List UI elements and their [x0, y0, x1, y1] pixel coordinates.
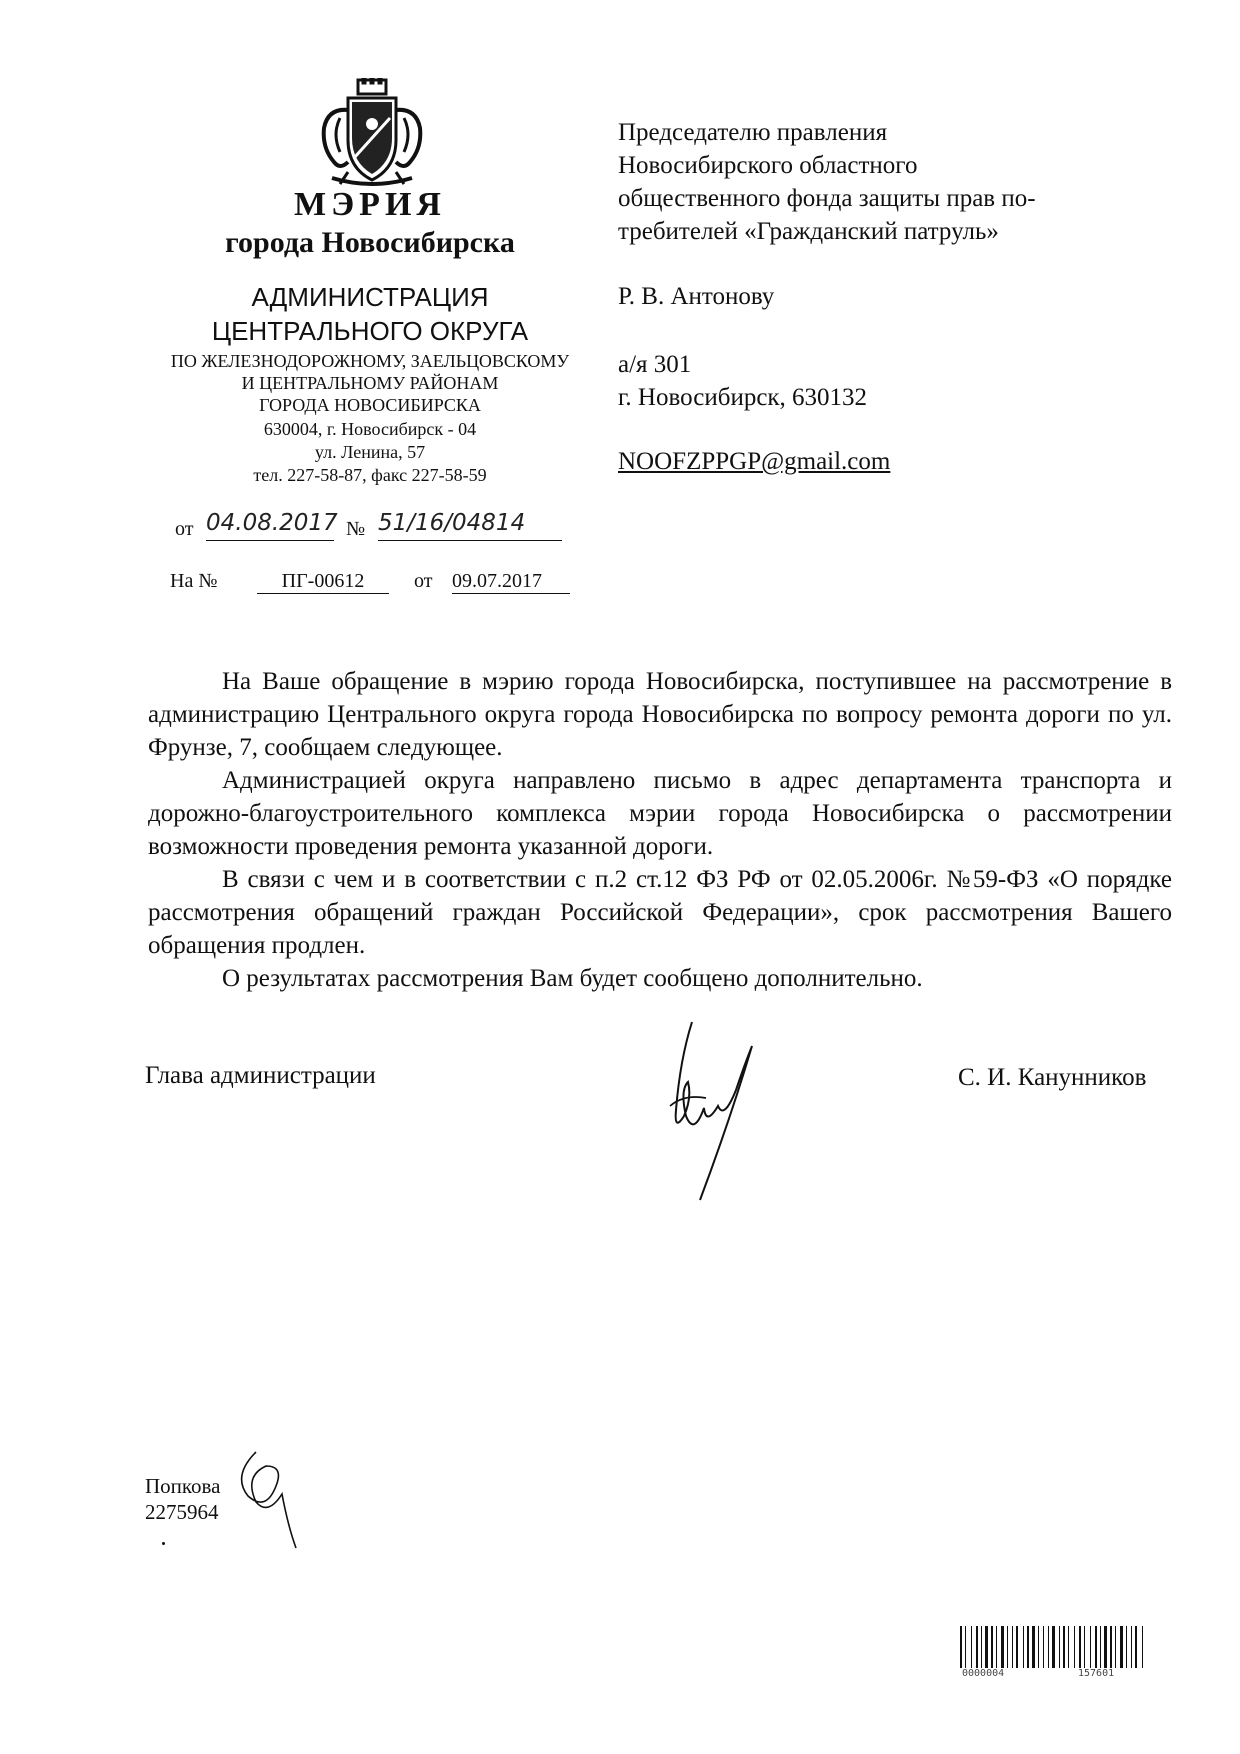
- signature-icon: [640, 1020, 790, 1210]
- coat-of-arms-icon: [318, 78, 426, 190]
- barcode-number: [958, 1668, 1148, 1686]
- recipient-line-2: Новосибирского областного: [618, 152, 918, 179]
- recipient-city: г. Новосибирск, 630132: [618, 384, 868, 411]
- signatory-name: С. И. Канунников: [958, 1064, 1147, 1091]
- sender-phones: тел. 227-58-87, факс 227-58-59: [253, 465, 487, 485]
- recipient-name: Р. В. Антонову: [618, 283, 775, 310]
- barcode-icon: [958, 1626, 1148, 1668]
- executor-initials-icon: [226, 1446, 316, 1552]
- reg-date-field: [206, 510, 338, 541]
- districts-line-2: И ЦЕНТРАЛЬНОМУ РАЙОНАМ: [241, 373, 499, 393]
- reg-from-label: от: [175, 518, 194, 540]
- districts-line-3: ГОРОДА НОВОСИБИРСКА: [259, 395, 481, 415]
- districts-line-1: ПО ЖЕЛЕЗНОДОРОЖНОМУ, ЗАЕЛЬЦОВСКОМУ: [170, 351, 570, 371]
- executor-name: Попкова: [145, 1474, 221, 1498]
- reg-number-field: [378, 510, 562, 541]
- recipient-email-link[interactable]: NOOFZPPGP@gmail.com: [618, 448, 891, 475]
- recipient-line-3: общественного фонда защиты прав по-: [618, 185, 1036, 212]
- reply-to-label: На №: [170, 570, 218, 592]
- reg-date: 04.08.2017: [206, 510, 338, 536]
- administration-title: АДМИНИСТРАЦИЯ: [251, 282, 489, 312]
- recipient-line-1: Председателю правления: [618, 119, 888, 146]
- reply-from-label: от: [414, 570, 433, 592]
- signatory-title: Глава администрации: [145, 1062, 376, 1089]
- reg-number: 51/16/04814: [378, 510, 526, 536]
- mayoralty-title: МЭРИЯ: [294, 186, 446, 223]
- executor-phone: 2275964: [145, 1500, 219, 1524]
- recipient-po-box: а/я 301: [618, 351, 692, 378]
- city-title: города Новосибирска: [225, 226, 515, 259]
- reply-date: 09.07.2017: [452, 570, 570, 594]
- letter-body: [148, 665, 1172, 995]
- body-paragraph-2: Администрацией округа направлено письмо в адрес департамента транспорта и дорожно-благоустроительного комплекса мэрии города Новосибирска о рассмотрении возможности проведения ремонта указанной дороги.: [148, 767, 1172, 860]
- body-paragraph-4: О результатах рассмотрения Вам будет сообщено дополнительно.: [222, 965, 923, 992]
- body-paragraph-1: На Ваше обращение в мэрию города Новосибирска, поступившее на рассмотрение в администрацию Центрального округа города Новосибирска по вопросу ремонта дороги по ул. Фрунзе, 7, сообщаем следующее.: [148, 668, 1172, 761]
- district-title: ЦЕНТРАЛЬНОГО ОКРУГА: [211, 316, 529, 346]
- barcode-right-digits: 157601: [1078, 1668, 1115, 1679]
- sender-address-line-1: 630004, г. Новосибирск - 04: [263, 419, 477, 439]
- barcode-left-digits: 0000004: [962, 1668, 1005, 1679]
- ink-dot: [162, 1542, 165, 1545]
- reg-number-label: №: [346, 518, 366, 540]
- sender-address-line-2: ул. Ленина, 57: [314, 442, 426, 462]
- reply-number: ПГ-00612: [257, 570, 389, 594]
- recipient-line-4: требителей «Гражданский патруль»: [618, 218, 999, 245]
- body-paragraph-3: В связи с чем и в соответствии с п.2 ст.12 ФЗ РФ от 02.05.2006г. №59-ФЗ «О порядке рассмотрения обращений граждан Российской Федерации», срок рассмотрения Вашего обращения продлен.: [148, 866, 1172, 959]
